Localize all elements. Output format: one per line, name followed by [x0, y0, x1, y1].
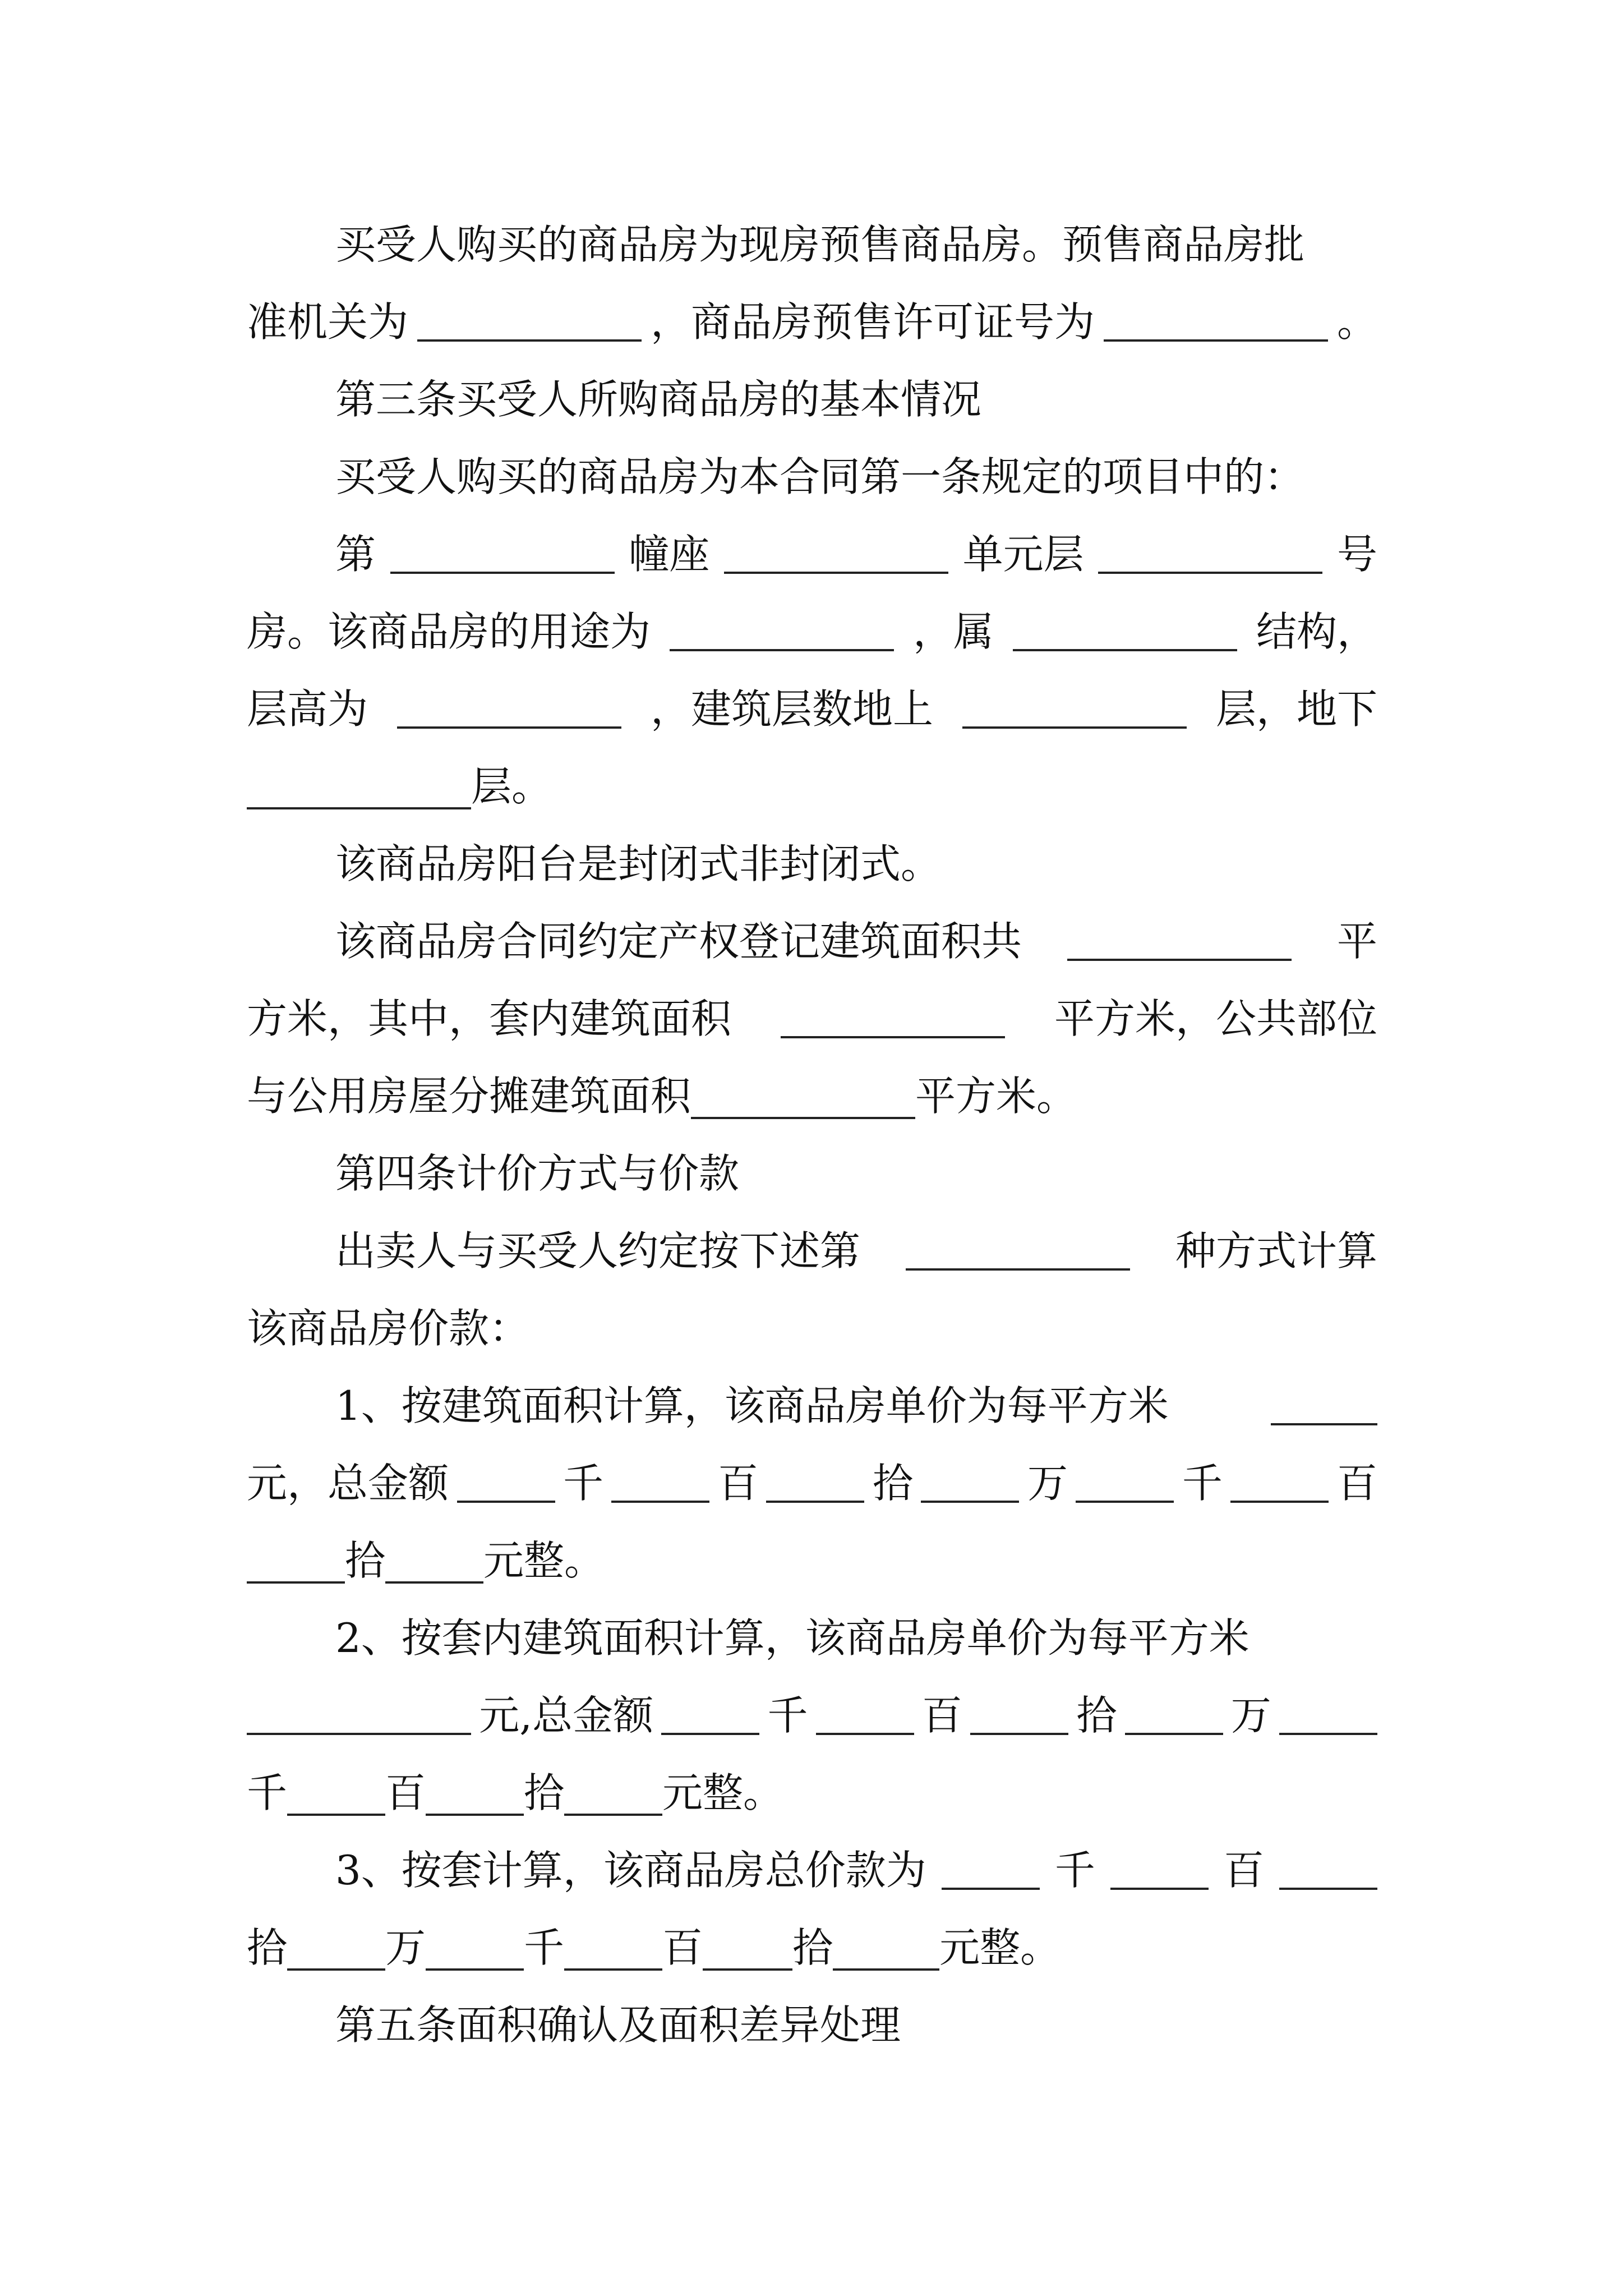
- unit-qian: 千: [524, 1924, 565, 1971]
- amount-blank[interactable]: [385, 1549, 483, 1584]
- method-line-2: [247, 1295, 1377, 1362]
- unit-qian: 千: [1182, 1460, 1223, 1507]
- unit-bai: 百: [1336, 1460, 1377, 1507]
- unit-bai: 百: [717, 1460, 758, 1507]
- amount-blank[interactable]: [1279, 1700, 1377, 1735]
- registered-area-unit: 平: [1336, 918, 1377, 965]
- amount-blank[interactable]: [1125, 1700, 1223, 1735]
- unit-shi: 拾: [345, 1537, 386, 1584]
- area-line-2: [247, 985, 1377, 1052]
- label-number: 号: [1336, 531, 1377, 578]
- unit-bai: 百: [385, 1769, 426, 1816]
- amount-blank[interactable]: [426, 1781, 524, 1816]
- option-1-unit-price-blank[interactable]: [1271, 1391, 1377, 1425]
- inner-area-label: 方米，其中，套内建筑面积: [247, 995, 732, 1042]
- house-usage-line: [247, 598, 1377, 665]
- method-line-1: [335, 1217, 1377, 1285]
- shared-area-blank[interactable]: [691, 1084, 915, 1119]
- amount-blank[interactable]: [457, 1468, 555, 1503]
- structure-label: ，属: [912, 608, 994, 655]
- amount-blank[interactable]: [1230, 1468, 1329, 1503]
- option-2-unit-price-blank[interactable]: [247, 1700, 471, 1735]
- presale-sentence-text: 买受人购买的商品房为现房预售商品房。预售商品房批: [335, 221, 1305, 268]
- unit-shi: 拾: [792, 1924, 833, 1971]
- option-3-text: 3、按套计算，该商品房总价款为: [335, 1847, 926, 1894]
- inner-area-blank[interactable]: [781, 1004, 1005, 1038]
- amount-blank[interactable]: [287, 1936, 385, 1971]
- inner-area-unit: 平方米，公共部位: [1054, 995, 1377, 1042]
- approval-authority-label: 准机关为: [247, 298, 409, 346]
- shared-area-unit: 平方米。: [915, 1073, 1077, 1120]
- floors-above-blank[interactable]: [962, 694, 1187, 729]
- unit-wan: 万: [1230, 1692, 1271, 1739]
- method-suffix: 种方式计算: [1175, 1227, 1377, 1274]
- amount-blank[interactable]: [661, 1700, 759, 1735]
- unit-floor-blank[interactable]: [724, 539, 948, 574]
- unit-wan: 万: [385, 1924, 426, 1971]
- amount-blank[interactable]: [1279, 1855, 1377, 1890]
- amount-blank[interactable]: [564, 1936, 662, 1971]
- shared-area-label: 与公用房屋分摊建筑面积: [247, 1073, 691, 1120]
- option-2-text: 2、按套内建筑面积计算，该商品房单价为每平方米: [335, 1614, 1249, 1662]
- registered-area-blank[interactable]: [1067, 926, 1292, 961]
- period: 。: [1336, 298, 1377, 346]
- amount-blank[interactable]: [942, 1855, 1040, 1890]
- amount-blank[interactable]: [287, 1781, 385, 1816]
- article-3-intro-text: 买受人购买的商品房为本合同第一条规定的项目中的：: [335, 453, 1305, 500]
- floors-above-label: ，建筑层数地上: [650, 685, 933, 733]
- amount-blank[interactable]: [833, 1936, 939, 1971]
- article-3-intro: [335, 443, 1377, 510]
- area-line-3: [247, 1062, 1377, 1130]
- unit-bai: 百: [1223, 1847, 1264, 1894]
- amount-end: 元整。: [939, 1924, 1061, 1971]
- unit-shi: 拾: [1076, 1692, 1117, 1739]
- amount-blank[interactable]: [703, 1936, 792, 1971]
- unit-qian: 千: [562, 1460, 603, 1507]
- amount-blank[interactable]: [247, 1549, 345, 1584]
- building-number-blank[interactable]: [390, 539, 615, 574]
- unit-shi: 拾: [247, 1924, 288, 1971]
- label-unit-floor: 单元层: [962, 531, 1084, 578]
- unit-shi: 拾: [872, 1460, 913, 1507]
- amount-blank[interactable]: [766, 1468, 864, 1503]
- amount-end: 元整。: [483, 1537, 605, 1584]
- amount-blank[interactable]: [921, 1468, 1019, 1503]
- option-2-line-2: [247, 1682, 1377, 1749]
- unit-wan: 万: [1027, 1460, 1068, 1507]
- structure-suffix: 结构，: [1256, 608, 1377, 655]
- amount-end: 元整。: [662, 1769, 784, 1816]
- house-location-line: [335, 521, 1377, 588]
- usage-blank[interactable]: [670, 616, 894, 651]
- floor-height-blank[interactable]: [397, 694, 621, 729]
- unit-qian: 千: [1054, 1847, 1095, 1894]
- structure-blank[interactable]: [1013, 616, 1237, 651]
- balcony-line: [335, 830, 1377, 898]
- option-1-line-1: [335, 1372, 1377, 1439]
- unit-qian: 千: [767, 1692, 808, 1739]
- balcony-text: 该商品房阳台是封闭式非封闭式。: [335, 840, 942, 887]
- amount-blank[interactable]: [970, 1700, 1068, 1735]
- article-3-heading-text: 第三条买受人所购商品房的基本情况: [335, 376, 982, 423]
- amount-blank[interactable]: [426, 1936, 524, 1971]
- unit-qian: 千: [247, 1769, 288, 1816]
- article-3-heading: [335, 366, 1377, 433]
- amount-blank[interactable]: [611, 1468, 709, 1503]
- total-amount-label: 元,总金额: [479, 1692, 654, 1739]
- registered-area-label: 该商品房合同约定产权登记建筑面积共: [335, 918, 1022, 965]
- amount-blank[interactable]: [1110, 1855, 1209, 1890]
- floors-below-label: 层，地下: [1215, 685, 1377, 733]
- amount-blank[interactable]: [816, 1700, 914, 1735]
- presale-permit-number-blank[interactable]: [1104, 307, 1328, 342]
- article-4-heading-text: 第四条计价方式与价款: [335, 1150, 740, 1197]
- approval-authority-blank[interactable]: [417, 307, 642, 342]
- article-5-heading: [335, 1991, 1377, 2059]
- floors-below-blank[interactable]: [247, 775, 471, 809]
- article-4-heading: [335, 1140, 1377, 1207]
- floor-height-label: 层高为: [247, 685, 368, 733]
- presale-sentence-line-1: [335, 211, 1377, 278]
- method-label: 出卖人与买受人约定按下述第: [335, 1227, 861, 1274]
- option-1-line-2: [247, 1450, 1377, 1517]
- label-building: 幢座: [629, 531, 710, 578]
- floor-height-line: [247, 675, 1377, 743]
- option-1-text: 1、按建筑面积计算，该商品房单价为每平方米: [335, 1382, 1169, 1429]
- option-3-line-2: [247, 1914, 1377, 1981]
- presale-permit-label: ，商品房预售许可证号为: [650, 298, 1095, 346]
- unit-shi: 拾: [524, 1769, 565, 1816]
- unit-bai: 百: [662, 1924, 703, 1971]
- total-amount-label: 元，总金额: [247, 1460, 449, 1507]
- option-2-line-1: [335, 1604, 1377, 1672]
- article-5-heading-text: 第五条面积确认及面积差异处理: [335, 2001, 901, 2049]
- amount-blank[interactable]: [1076, 1468, 1174, 1503]
- usage-label: 房。该商品房的用途为: [247, 608, 651, 655]
- method-number-blank[interactable]: [906, 1236, 1130, 1271]
- presale-sentence-line-2: [247, 288, 1377, 356]
- option-3-line-1: [335, 1837, 1377, 1904]
- amount-blank[interactable]: [564, 1781, 662, 1816]
- unit-bai: 百: [921, 1692, 962, 1739]
- method-line-2-text: 该商品房价款：: [247, 1305, 530, 1352]
- option-2-line-3: [247, 1759, 1377, 1826]
- label-di: 第: [335, 531, 376, 578]
- option-1-line-3: [247, 1527, 1377, 1594]
- floors-below-suffix: 层。: [471, 763, 552, 810]
- area-line-1: [335, 908, 1377, 975]
- floors-below-line: [247, 753, 1377, 820]
- room-number-blank[interactable]: [1098, 539, 1322, 574]
